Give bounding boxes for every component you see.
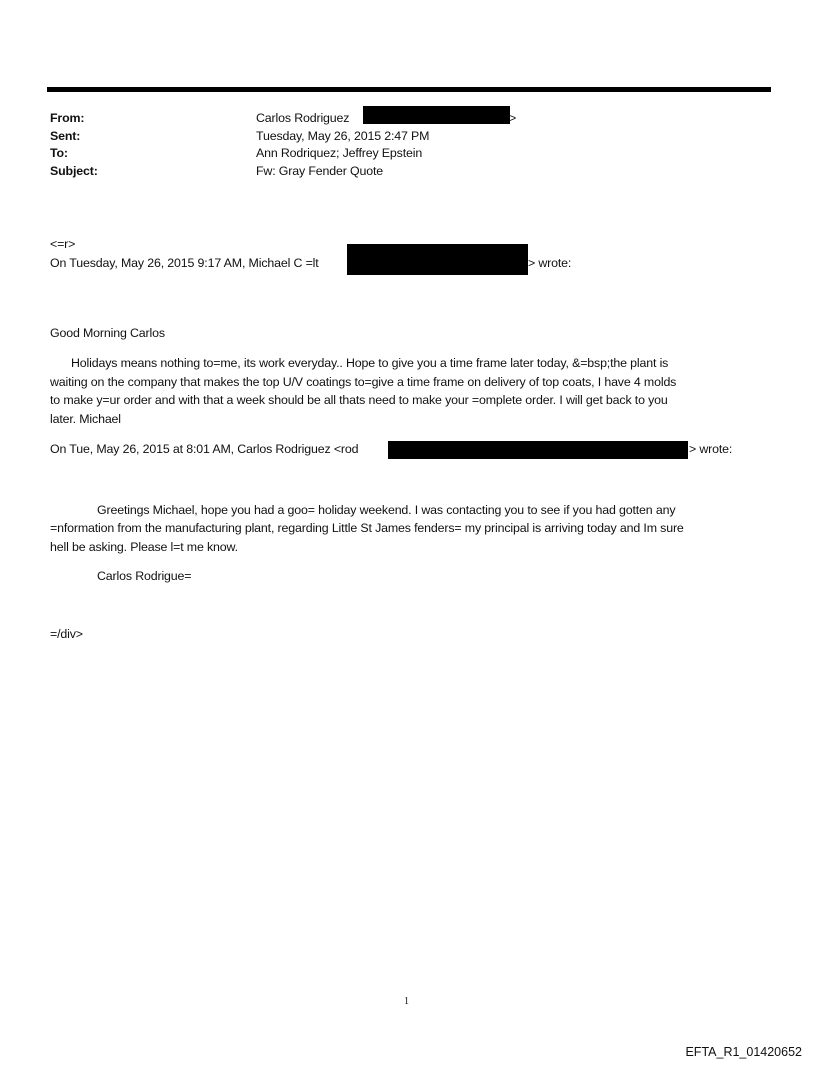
greeting: Good Morning Carlos	[50, 326, 165, 340]
html-fragment: <=r>	[50, 237, 76, 251]
to-label: To:	[50, 146, 68, 160]
sent-label: Sent:	[50, 129, 81, 143]
redaction-block	[347, 244, 528, 275]
closing-tag: =/div>	[50, 627, 83, 641]
from-label: From:	[50, 111, 85, 125]
quote-header-1-suffix: > wrote:	[528, 256, 572, 270]
from-suffix: >	[509, 111, 517, 125]
redaction-block	[363, 106, 510, 124]
paragraph-line: waiting on the company that makes the top U/V coatings to=give a time frame on delivery of top coats, I have 4 molds	[50, 375, 677, 389]
subject-label: Subject:	[50, 164, 98, 178]
redaction-block	[388, 441, 688, 459]
page-number: 1	[404, 996, 409, 1007]
paragraph-line: hell be asking. Please l=t me know.	[50, 540, 238, 554]
quote-header-2-suffix: > wrote:	[689, 442, 733, 456]
signature: Carlos Rodrigue=	[97, 569, 192, 583]
paragraph-line: later. Michael	[50, 412, 121, 426]
sent-value: Tuesday, May 26, 2015 2:47 PM	[256, 129, 430, 143]
quote-header-1: On Tuesday, May 26, 2015 9:17 AM, Michael C =lt	[50, 256, 319, 270]
paragraph-line: to make y=ur order and with that a week should be all thats need to make your =omplete order. I will get back to you	[50, 393, 668, 407]
header-rule	[47, 87, 771, 92]
paragraph-line: Holidays means nothing to=me, its work everyday.. Hope to give you a time frame later today, &=bsp;the plant is	[71, 356, 669, 370]
subject-value: Fw: Gray Fender Quote	[256, 164, 384, 178]
paragraph-line: =nformation from the manufacturing plant, regarding Little St James fenders= my principal is arriving today and Im sure	[50, 521, 684, 535]
to-value: Ann Rodriquez; Jeffrey Epstein	[256, 146, 423, 160]
document-id: EFTA_R1_01420652	[685, 1045, 802, 1059]
from-value: Carlos Rodriguez	[256, 111, 350, 125]
paragraph-line: Greetings Michael, hope you had a goo= holiday weekend. I was contacting you to see if you had gotten any	[97, 503, 676, 517]
quote-header-2: On Tue, May 26, 2015 at 8:01 AM, Carlos Rodriguez <rod	[50, 442, 359, 456]
